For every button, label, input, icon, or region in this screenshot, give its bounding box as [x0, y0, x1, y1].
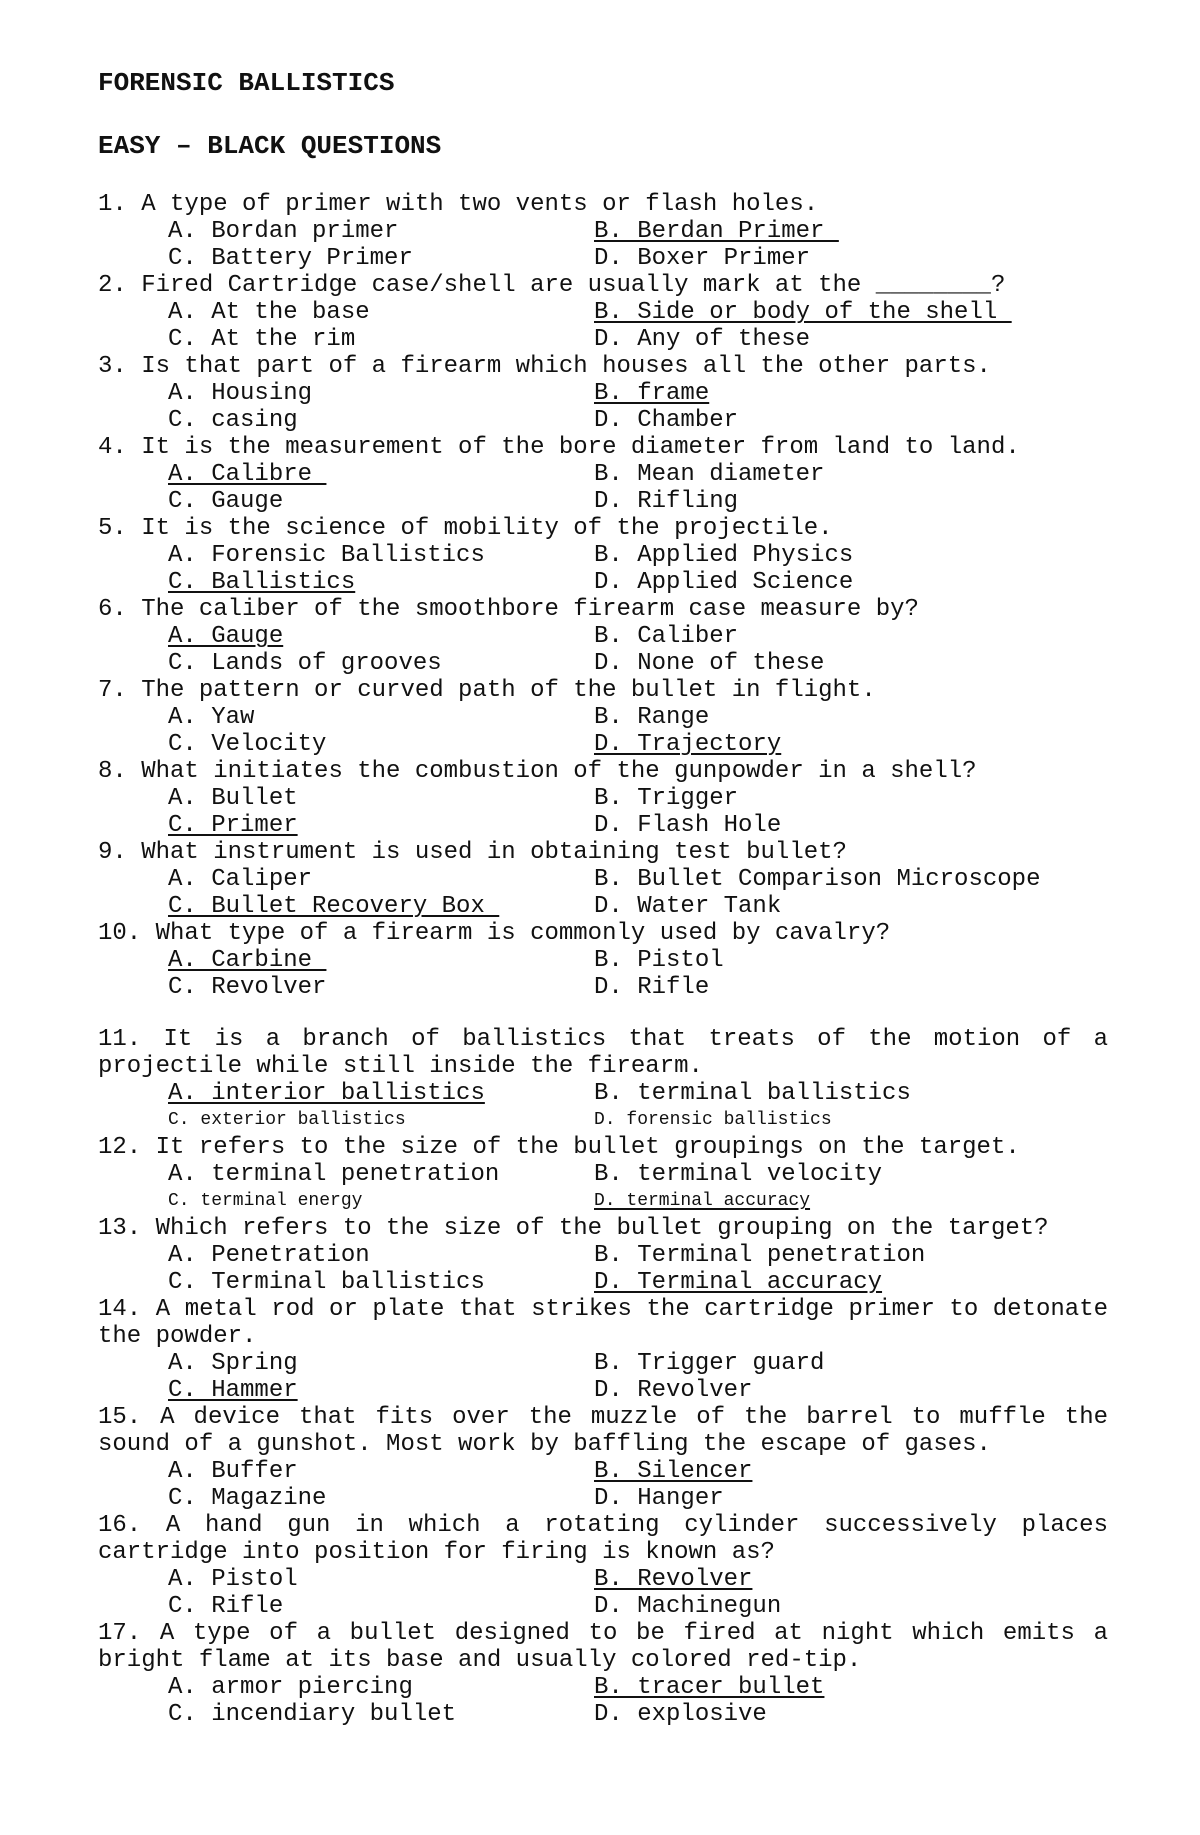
option-c: C. casing: [168, 407, 298, 434]
question-item: [98, 920, 1108, 1001]
question-stem: 8. What initiates the combustion of the gunpowder in a shell?: [98, 758, 977, 785]
option-b-answer: B. frame: [594, 380, 710, 407]
option-a: A. Forensic Ballistics: [168, 542, 485, 569]
option-b: B. Applied Physics: [594, 542, 854, 569]
options-row: [98, 704, 1108, 731]
option-c: C. Revolver: [168, 974, 327, 1001]
question-stem: 17. A type of a bullet designed to be fired at night which emits a bright flame at its base and usually colored red-tip.: [98, 1620, 1123, 1674]
question-item: [98, 272, 1108, 353]
question-item: [98, 434, 1108, 515]
options-row: [98, 218, 1108, 245]
option-c-answer: C. Ballistics: [168, 569, 356, 596]
document-title: FORENSIC BALLISTICS: [98, 68, 395, 98]
options-row: [98, 326, 1108, 353]
options-row: [98, 1566, 1108, 1593]
option-d: D. Boxer Primer: [594, 245, 811, 272]
option-b-answer: B. Berdan Primer: [594, 218, 839, 245]
question-item: [98, 839, 1108, 920]
options-row: [98, 1242, 1108, 1269]
options-row: [98, 947, 1108, 974]
option-d: D. Any of these: [594, 326, 811, 353]
option-c-answer: C. Hammer: [168, 1377, 298, 1404]
option-a: A. Pistol: [168, 1566, 298, 1593]
question-item: [98, 1404, 1123, 1512]
option-d-answer: D. Trajectory: [594, 731, 782, 758]
question-stem: 9. What instrument is used in obtaining test bullet?: [98, 839, 847, 866]
options-row: [98, 488, 1108, 515]
option-a: A. Spring: [168, 1350, 298, 1377]
options-row: [98, 1080, 1108, 1107]
question-item: [98, 1215, 1108, 1296]
question-stem: 6. The caliber of the smoothbore firearm case measure by?: [98, 596, 919, 623]
question-stem: 10. What type of a firearm is commonly used by cavalry?: [98, 920, 891, 947]
option-a: A. Housing: [168, 380, 313, 407]
option-d-answer: D. terminal accuracy: [594, 1191, 811, 1211]
option-d: D. Flash Hole: [594, 812, 782, 839]
option-c: C. Battery Primer: [168, 245, 413, 272]
option-c: C. terminal energy: [168, 1191, 363, 1211]
options-row: [98, 1161, 1108, 1188]
options-row: [98, 1701, 1108, 1728]
options-row: [98, 1485, 1108, 1512]
options-row: [98, 461, 1108, 488]
options-row: [98, 1350, 1108, 1377]
option-a: A. armor piercing: [168, 1674, 413, 1701]
option-b: B. Pistol: [594, 947, 724, 974]
option-d: D. None of these: [594, 650, 825, 677]
options-row: [98, 1458, 1108, 1485]
options-row: [98, 731, 1108, 758]
option-c: C. incendiary bullet: [168, 1701, 457, 1728]
option-c: C. Velocity: [168, 731, 327, 758]
option-b: B. Range: [594, 704, 710, 731]
option-c-answer: C. Primer: [168, 812, 298, 839]
option-b: B. Bullet Comparison Microscope: [594, 866, 1041, 893]
option-a-answer: A. Gauge: [168, 623, 284, 650]
option-a-answer: A. interior ballistics: [168, 1080, 485, 1107]
question-item: [98, 1296, 1123, 1404]
question-item: [98, 677, 1108, 758]
document-page: [98, 68, 1123, 1728]
option-d: D. Applied Science: [594, 569, 854, 596]
question-item: [98, 353, 1108, 434]
options-row: [98, 380, 1108, 407]
option-a-answer: A. Calibre: [168, 461, 327, 488]
option-c: C. exterior ballistics: [168, 1110, 406, 1130]
option-c: C. Rifle: [168, 1593, 284, 1620]
option-a: A. At the base: [168, 299, 370, 326]
option-b: B. terminal ballistics: [594, 1080, 911, 1107]
option-b: B. Mean diameter: [594, 461, 825, 488]
question-stem: 13. Which refers to the size of the bullet grouping on the target?: [98, 1215, 1049, 1242]
options-row: [98, 974, 1108, 1001]
question-stem: 16. A hand gun in which a rotating cylinder successively places cartridge into position for firing is known as?: [98, 1512, 1123, 1566]
option-b: B. Trigger guard: [594, 1350, 825, 1377]
option-d: D. forensic ballistics: [594, 1110, 832, 1130]
option-d: D. Machinegun: [594, 1593, 782, 1620]
question-item: [98, 191, 1108, 272]
options-row: [98, 785, 1108, 812]
option-b: B. Caliber: [594, 623, 739, 650]
option-a-answer: A. Carbine: [168, 947, 327, 974]
option-a: A. Bullet: [168, 785, 298, 812]
question-stem: 11. It is a branch of ballistics that treats of the motion of a projectile while still inside the firearm.: [98, 1026, 1123, 1080]
option-c: C. Lands of grooves: [168, 650, 442, 677]
options-row: [98, 299, 1108, 326]
options-row: [98, 812, 1108, 839]
question-stem: 14. A metal rod or plate that strikes the cartridge primer to detonate the powder.: [98, 1296, 1123, 1350]
options-row: [98, 650, 1108, 677]
option-c: C. At the rim: [168, 326, 356, 353]
options-row: [98, 1674, 1108, 1701]
option-a: A. Buffer: [168, 1458, 298, 1485]
question-stem: 5. It is the science of mobility of the projectile.: [98, 515, 833, 542]
section-heading: EASY – BLACK QUESTIONS: [98, 131, 442, 161]
option-c: C. Magazine: [168, 1485, 327, 1512]
question-item: [98, 758, 1108, 839]
option-d-answer: D. Terminal accuracy: [594, 1269, 883, 1296]
option-d: D. Chamber: [594, 407, 739, 434]
option-d: D. Water Tank: [594, 893, 782, 920]
options-row: [98, 1593, 1108, 1620]
options-row: [98, 245, 1108, 272]
question-stem: 4. It is the measurement of the bore diameter from land to land.: [98, 434, 1020, 461]
options-row: [98, 569, 1108, 596]
options-row: [98, 407, 1108, 434]
option-a: A. Caliper: [168, 866, 313, 893]
options-row: [98, 1377, 1108, 1404]
option-b: B. terminal velocity: [594, 1161, 883, 1188]
question-stem: 7. The pattern or curved path of the bullet in flight.: [98, 677, 876, 704]
options-row: [98, 1107, 1108, 1134]
option-b-answer: B. Side or body of the shell: [594, 299, 1012, 326]
option-b-answer: B. Silencer: [594, 1458, 753, 1485]
option-b-answer: B. Revolver: [594, 1566, 753, 1593]
question-stem: 2. Fired Cartridge case/shell are usually mark at the ________?: [98, 272, 1006, 299]
options-row: [98, 1188, 1108, 1215]
question-item: [98, 515, 1108, 596]
option-c: C. Gauge: [168, 488, 284, 515]
question-spacer: [98, 1001, 1108, 1026]
option-b-answer: B. tracer bullet: [594, 1674, 825, 1701]
option-d: D. explosive: [594, 1701, 767, 1728]
option-b: B. Trigger: [594, 785, 739, 812]
option-a: A. terminal penetration: [168, 1161, 500, 1188]
question-stem: 3. Is that part of a firearm which houses all the other parts.: [98, 353, 991, 380]
option-a: A. Bordan primer: [168, 218, 399, 245]
option-d: D. Revolver: [594, 1377, 753, 1404]
question-stem: 15. A device that fits over the muzzle of the barrel to muffle the sound of a gunshot. Most work by baffling the escape of gases.: [98, 1404, 1123, 1458]
option-b: B. Terminal penetration: [594, 1242, 926, 1269]
question-item: [98, 1026, 1123, 1134]
option-d: D. Rifling: [594, 488, 739, 515]
options-row: [98, 623, 1108, 650]
options-row: [98, 542, 1108, 569]
option-a: A. Yaw: [168, 704, 255, 731]
question-list: [98, 191, 1123, 1728]
option-a: A. Penetration: [168, 1242, 370, 1269]
question-item: [98, 596, 1108, 677]
option-d: D. Hanger: [594, 1485, 724, 1512]
question-item: [98, 1512, 1123, 1620]
option-d: D. Rifle: [594, 974, 710, 1001]
question-item: [98, 1134, 1108, 1215]
question-item: [98, 1620, 1123, 1728]
options-row: [98, 893, 1108, 920]
question-stem: 12. It refers to the size of the bullet groupings on the target.: [98, 1134, 1020, 1161]
option-c-answer: C. Bullet Recovery Box: [168, 893, 500, 920]
question-stem: 1. A type of primer with two vents or flash holes.: [98, 191, 819, 218]
options-row: [98, 866, 1108, 893]
options-row: [98, 1269, 1108, 1296]
option-c: C. Terminal ballistics: [168, 1269, 485, 1296]
